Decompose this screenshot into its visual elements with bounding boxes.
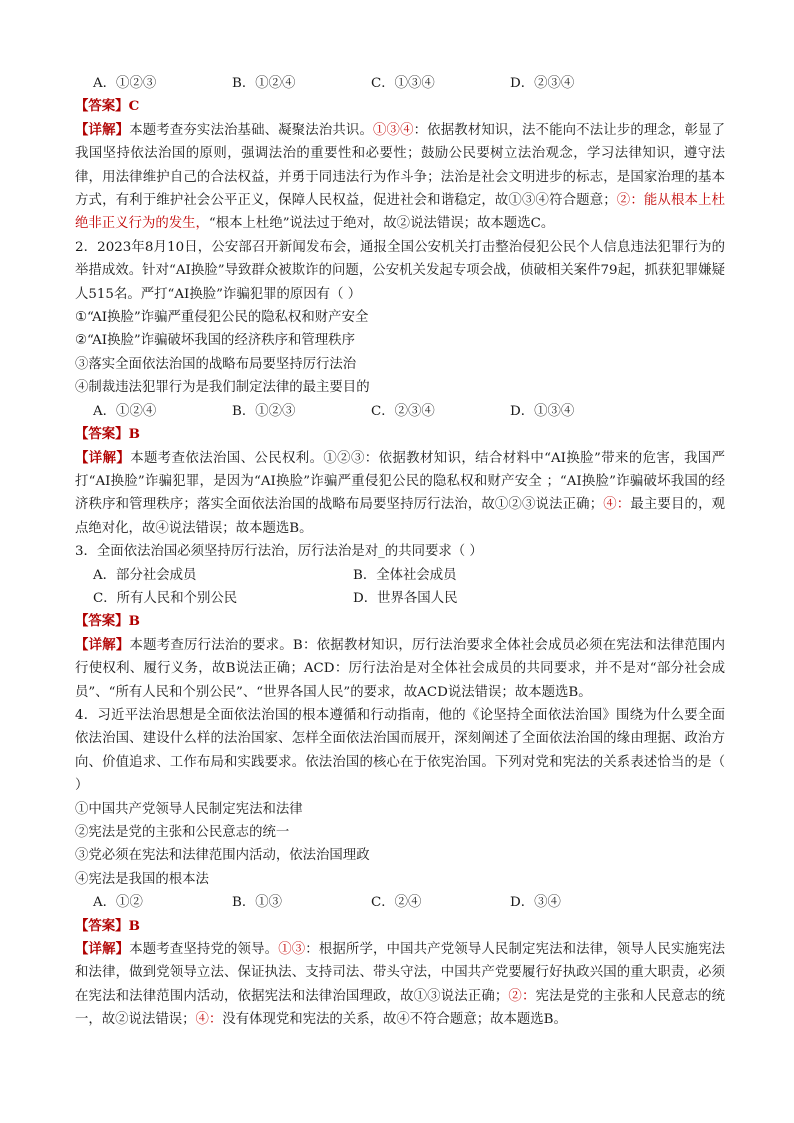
q2-stem: 2．2023年8月10日，公安部召开新闻发布会，通报全国公安机关打击整治侵犯公民个人信息违法犯罪行为的举措成效。针对“AI换脸”导致群众被欺诈的问题，公安机关发起专项会战，侦破相关案件79起，抓获犯罪嫌疑人515名。严打“AI换脸”诈骗犯罪的原因有（ ） — [75, 239, 725, 302]
detail-label: 【详解】 — [75, 636, 130, 653]
q2-detail-body: 本题考查依法治国、公民权利。①②③：依据教材知识，结合材料中“AI换脸”带来的危害，我国严打“AI换脸”诈骗犯罪，是因为“AI换脸”诈骗严重侵犯公民的隐私权和财产安全 ；“AI换脸”诈骗破坏我国的经济秩序和管理秩序；落实全面依法治国的战略布局要坚持厉行法治，故①②③说法正确； — [75, 450, 726, 513]
q1-detail-intro: 本题考查夯实法治基础、凝聚法治共识。 — [129, 122, 373, 138]
q1-detail-red1: ①③④ — [373, 122, 414, 138]
q2-answer — [75, 423, 725, 446]
q4-options — [75, 891, 725, 914]
q1-option-a: A．①②③ — [93, 76, 157, 91]
q4-item-4: ④宪法是我国的根本法 — [75, 871, 209, 887]
q4-item-2: ②宪法是党的主张和公民意志的统一 — [75, 825, 290, 840]
q2-options — [75, 400, 725, 423]
q3-options — [75, 564, 725, 611]
q4-option-b: B．①③ — [232, 895, 283, 911]
q2-option-c: C．②③④ — [371, 403, 435, 419]
q3-detail-body: 本题考查厉行法治的要求。B：依据教材知识，厉行法治要求全体社会成员必须在宪法和法律范围内行使权利、履行义务，故B说法正确；ACD：厉行法治是对全体社会成员的共同要求，并不是对“部分社会成员”、“所有人民和个别公民”、“世界各国人民”的要求，故ACD说法错误；故本题选B。 — [75, 637, 725, 700]
q3-option-b: B．全体社会成员 — [353, 567, 457, 583]
q3-stem: 3．全面依法治国必须坚持厉行法治，厉行法治是对_的共同要求（ ） — [75, 544, 483, 560]
q1-answer-value: C — [128, 98, 140, 115]
q4-detail — [75, 938, 725, 1032]
q2-option-d: D．①③④ — [510, 403, 575, 419]
detail-label: 【详解】 — [75, 449, 131, 466]
answer-label: 【答案】 — [75, 917, 129, 934]
q1-option-d: D．②③④ — [510, 76, 575, 91]
q4-item-3: ③党必须在宪法和法律范围内活动，依法治国理政 — [75, 848, 370, 864]
q2-detail-red: ④： — [603, 497, 631, 513]
q3-answer — [75, 610, 725, 633]
detail-label: 【详解】 — [75, 121, 130, 138]
q3-option-a: A．部分社会成员 — [93, 567, 197, 583]
q4-stem: 4．习近平法治思想是全面依法治国的根本遵循和行动指南，他的《论坚持全面依法治国》围绕为什么要全面依法治国、建设什么样的法治国家、怎样全面依法治国而展开，深刻阐述了全面依法治国的缘由理据、政治方向、价值追求、工作布局和实践要求。依法治国的核心在于依宪治国。下列对党和宪法的关系表述恰当的是（ ） — [75, 707, 725, 794]
q1-detail-tail: “根本上杜绝”说法过于绝对，故②说法错误；故本题选C。 — [208, 216, 555, 232]
q2-detail-tail: 最主要目的，观点绝对化，故④说法错误；故本题选B。 — [75, 497, 726, 536]
answer-label: 【答案】 — [75, 613, 129, 630]
q4-detail-body: ：根据所学，中国共产党领导人民制定宪法和法律，领导人民实施宪法和法律，做到党领导立法、保证执法、支持司法、带头守法，中国共产党要履行好执政兴国的重大职责，必须在宪法和法律范围内活动，依据宪法和法律治国理政，故①③说法正确； — [75, 942, 726, 1004]
q4-item-1: ①中国共产党领导人民制定宪法和法律 — [75, 801, 303, 817]
q4-detail-intro: 本题考查坚持党的领导。 — [129, 942, 279, 958]
q4-detail-red3: ④： — [195, 1012, 223, 1028]
answer-label: 【答案】 — [75, 426, 129, 443]
q1-option-c: C．①③④ — [371, 76, 435, 91]
q1-detail-body: ：依据教材知识，法不能向不法让步的理念，彰显了我国坚持依法治国的原则，强调法治的重要性和必要性；鼓励公民要树立法治观念，学习法律知识，遵守法律，用法律维护自己的合法权益，并勇于同违法行为作斗争；法治是社会文明进步的标志，是国家治理的基本方式，有利于维护社会公平正义，保障人民权益，促进社会和谐稳定，故①③④符合题意； — [75, 122, 726, 209]
q1-answer — [75, 95, 725, 118]
q1-detail-red2: ②：能从根本上杜绝非正义行为的发生， — [75, 193, 725, 232]
q4-answer-value: B — [128, 917, 140, 934]
q4-detail-red1: ①③ — [278, 942, 306, 958]
q3-option-c: C．所有人民和个别公民 — [93, 590, 238, 606]
q1-option-b: B．①②④ — [232, 76, 296, 91]
q2-option-b: B．①②③ — [232, 403, 296, 419]
q4-detail-red2: ②： — [508, 988, 536, 1004]
q2-item-1: ①“AI换脸”诈骗严重侵犯公民的隐私权和财产安全 — [75, 310, 369, 326]
q1-detail — [75, 119, 725, 236]
q2-option-a: A．①②④ — [93, 403, 157, 419]
q4-option-c: C．②④ — [371, 895, 422, 911]
q4-detail-mid: 宪法是党的主张和人民意志的统一，故②说法错误； — [75, 988, 726, 1028]
q4-option-a: A．①② — [93, 895, 143, 911]
q2-item-3: ③落实全面依法治国的战略布局要坚持厉行法治 — [75, 356, 357, 372]
q4-detail-tail: 没有体现党和宪法的关系，故④不符合题意；故本题选B。 — [222, 1012, 567, 1028]
q3-answer-value: B — [128, 613, 140, 630]
q4-answer — [75, 915, 725, 938]
q2-item-4: ④制裁违法犯罪行为是我们制定法律的最主要目的 — [75, 380, 370, 396]
answer-label: 【答案】 — [75, 98, 129, 115]
q2-item-2: ②“AI换脸”诈骗破坏我国的经济秩序和管理秩序 — [75, 333, 355, 349]
q2-detail — [75, 447, 725, 541]
q2-answer-value: B — [128, 426, 140, 443]
detail-label: 【详解】 — [75, 941, 130, 958]
document-page — [75, 72, 725, 1032]
q4-option-d: D．③④ — [510, 895, 561, 911]
q3-option-d: D．世界各国人民 — [353, 590, 458, 606]
q3-detail — [75, 634, 725, 704]
q1-options — [75, 72, 725, 95]
